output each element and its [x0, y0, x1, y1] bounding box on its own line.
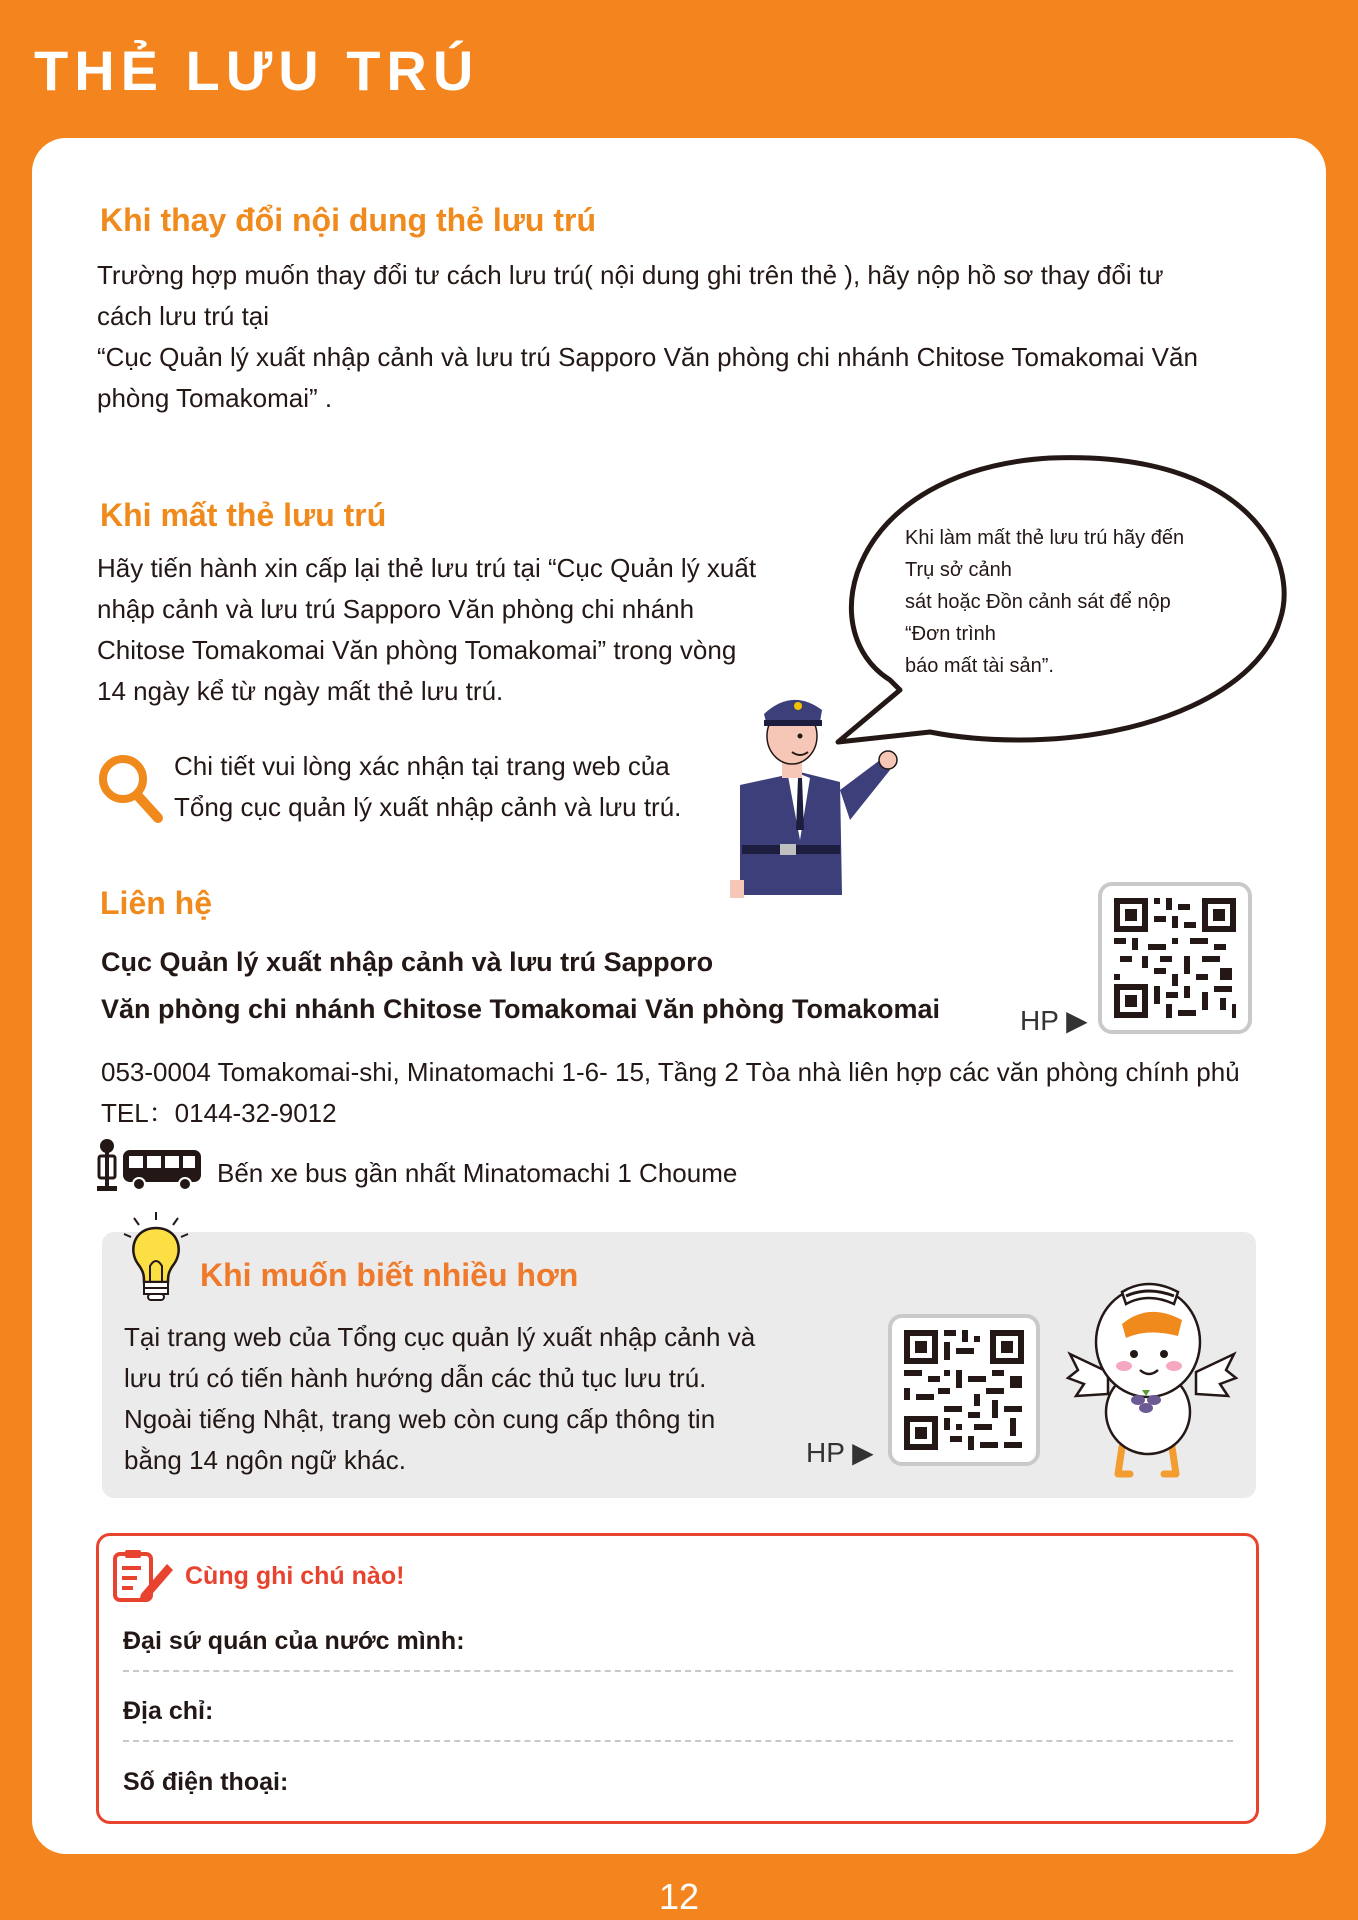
play-arrow-icon: ▶ — [1066, 1005, 1088, 1036]
more-info-heading: Khi muốn biết nhiều hơn — [200, 1257, 579, 1293]
text-line: lưu trú có tiến hành hướng dẫn các thủ tục lưu trú. — [124, 1363, 707, 1393]
qr-code-icon — [892, 1318, 1036, 1462]
more-info-qr-code[interactable] — [888, 1314, 1040, 1466]
text-line: phòng Tomakomai” . — [97, 383, 333, 413]
text-line: “Đơn trình — [905, 623, 996, 645]
more-info-text — [124, 1317, 804, 1481]
memo-heading: Cùng ghi chú nào! — [185, 1562, 405, 1590]
address-label: Địa chỉ: — [123, 1697, 214, 1725]
text-line: Hãy tiến hành xin cấp lại thẻ lưu trú tại “Cục Quản lý xuất — [97, 553, 757, 583]
page-number: 12 — [658, 1876, 700, 1917]
hp-label: HP — [806, 1437, 845, 1468]
phone-label: Số điện thoại: — [123, 1768, 289, 1796]
play-arrow-icon: ▶ — [852, 1437, 874, 1468]
text-line: bằng 14 ngôn ngữ khác. — [124, 1445, 406, 1475]
contact-qr-code[interactable] — [1098, 882, 1252, 1034]
tel-text: TEL：0144-32-9012 — [101, 1098, 337, 1128]
lightbulb-icon — [120, 1210, 192, 1308]
section-change-text — [97, 255, 1277, 419]
org-name-line2: Văn phòng chi nhánh Chitose Tomakomai Văn phòng Tomakomai — [101, 994, 941, 1024]
memo-box — [96, 1533, 1259, 1824]
text-line: Chitose Tomakomai Văn phòng Tomakomai” trong vòng — [97, 635, 737, 665]
text-line: Chi tiết vui lòng xác nhận tại trang web của — [174, 751, 670, 781]
detail-text — [174, 746, 734, 828]
police-officer-illustration — [730, 690, 900, 900]
address-input-line[interactable] — [123, 1740, 1233, 1742]
address-text: 053-0004 Tomakomai-shi, Minatomachi 1-6- 15, Tầng 2 Tòa nhà liên hợp các văn phòng chính phủ — [101, 1057, 1240, 1087]
section-change-heading: Khi thay đổi nội dung thẻ lưu trú — [100, 202, 596, 238]
text-line: nhập cảnh và lưu trú Sapporo Văn phòng chi nhánh — [97, 594, 695, 624]
text-line: báo mất tài sản”. — [905, 655, 1054, 677]
section-lost-heading: Khi mất thẻ lưu trú — [100, 497, 387, 533]
hp-label: HP — [1020, 1005, 1059, 1036]
bus-stop-text: Bến xe bus gần nhất Minatomachi 1 Choume — [217, 1158, 738, 1188]
hp-link[interactable] — [806, 1436, 874, 1469]
text-line: Ngoài tiếng Nhật, trang web còn cung cấp thông tin — [124, 1404, 716, 1434]
page-title: THẺ LƯU TRÚ — [34, 39, 480, 102]
text-line: Tại trang web của Tổng cục quản lý xuất nhập cảnh và — [124, 1322, 756, 1352]
text-line: “Cục Quản lý xuất nhập cảnh và lưu trú Sapporo Văn phòng chi nhánh Chitose Tomakomai Văn — [97, 342, 1198, 372]
text-line: cách lưu trú tại — [97, 301, 270, 331]
magnifier-icon — [96, 752, 164, 824]
bus-stop-icon — [97, 1138, 205, 1194]
text-line: sát hoặc Đồn cảnh sát để nộp — [905, 591, 1171, 613]
text-line: Trụ sở cảnh — [905, 559, 1012, 581]
note-pencil-icon — [111, 1548, 175, 1606]
bird-mascot-illustration — [1062, 1262, 1242, 1482]
text-line: Tổng cục quản lý xuất nhập cảnh và lưu trú. — [174, 792, 682, 822]
contact-heading: Liên hệ — [100, 885, 213, 921]
hp-link[interactable] — [1020, 1004, 1088, 1037]
section-lost-text — [97, 548, 802, 712]
text-line: Trường hợp muốn thay đổi tư cách lưu trú( nội dung ghi trên thẻ ), hãy nộp hồ sơ thay đổi tư — [97, 260, 1164, 290]
org-name-line1: Cục Quản lý xuất nhập cảnh và lưu trú Sapporo — [101, 947, 714, 977]
embassy-label: Đại sứ quán của nước mình: — [123, 1627, 465, 1655]
bubble-text — [905, 522, 1230, 682]
embassy-input-line[interactable] — [123, 1670, 1233, 1672]
text-line: Khi làm mất thẻ lưu trú hãy đến — [905, 527, 1185, 549]
qr-code-icon — [1102, 886, 1248, 1030]
text-line: 14 ngày kể từ ngày mất thẻ lưu trú. — [97, 676, 504, 706]
